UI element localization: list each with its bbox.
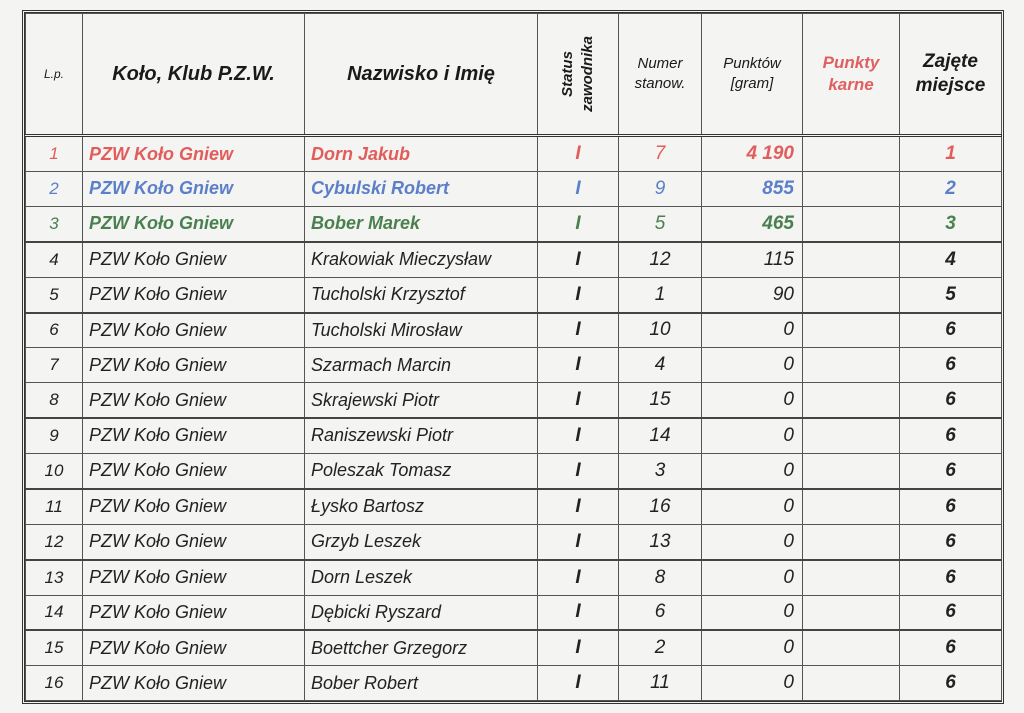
row-points: 0 xyxy=(702,595,803,630)
header-club: Koło, Klub P.Z.W. xyxy=(83,14,305,136)
table-row xyxy=(26,524,1002,559)
row-name: Bober Robert xyxy=(305,666,538,701)
header-points-line2: [gram] xyxy=(730,75,774,92)
header-points xyxy=(702,14,803,136)
row-status: I xyxy=(538,524,619,559)
row-place: 6 xyxy=(900,313,1002,348)
row-station: 16 xyxy=(619,489,702,524)
row-name: Poleszak Tomasz xyxy=(305,453,538,488)
row-points: 0 xyxy=(702,383,803,418)
row-points: 855 xyxy=(702,172,803,207)
row-name: Dębicki Ryszard xyxy=(305,595,538,630)
row-status: I xyxy=(538,595,619,630)
table-row xyxy=(26,277,1002,312)
header-row xyxy=(26,14,1002,136)
table-row xyxy=(26,666,1002,701)
row-place: 6 xyxy=(900,666,1002,701)
row-lp: 15 xyxy=(26,630,83,665)
row-status: I xyxy=(538,418,619,453)
row-place: 5 xyxy=(900,277,1002,312)
row-name: Skrajewski Piotr xyxy=(305,383,538,418)
header-place xyxy=(900,14,1002,136)
header-name: Nazwisko i Imię xyxy=(305,14,538,136)
row-place: 3 xyxy=(900,206,1002,241)
row-name: Dorn Jakub xyxy=(305,136,538,172)
results-sheet xyxy=(22,10,1004,704)
row-club: PZW Koło Gniew xyxy=(83,489,305,524)
row-penalty xyxy=(803,453,900,488)
row-points: 0 xyxy=(702,630,803,665)
row-status: I xyxy=(538,206,619,241)
row-lp: 6 xyxy=(26,313,83,348)
results-table xyxy=(25,13,1002,701)
table-row xyxy=(26,418,1002,453)
row-club: PZW Koło Gniew xyxy=(83,666,305,701)
row-lp: 14 xyxy=(26,595,83,630)
row-points: 0 xyxy=(702,489,803,524)
table-row xyxy=(26,630,1002,665)
table-row xyxy=(26,206,1002,241)
row-points: 0 xyxy=(702,348,803,383)
row-station: 4 xyxy=(619,348,702,383)
row-place: 6 xyxy=(900,524,1002,559)
row-club: PZW Koło Gniew xyxy=(83,242,305,277)
row-penalty xyxy=(803,666,900,701)
row-lp: 3 xyxy=(26,206,83,241)
row-place: 6 xyxy=(900,595,1002,630)
row-penalty xyxy=(803,524,900,559)
row-name: Cybulski Robert xyxy=(305,172,538,207)
row-place: 6 xyxy=(900,383,1002,418)
table-row xyxy=(26,453,1002,488)
row-penalty xyxy=(803,595,900,630)
row-station: 11 xyxy=(619,666,702,701)
row-status: I xyxy=(538,242,619,277)
row-name: Krakowiak Mieczysław xyxy=(305,242,538,277)
row-club: PZW Koło Gniew xyxy=(83,453,305,488)
row-club: PZW Koło Gniew xyxy=(83,172,305,207)
row-club: PZW Koło Gniew xyxy=(83,418,305,453)
row-penalty xyxy=(803,348,900,383)
row-club: PZW Koło Gniew xyxy=(83,560,305,595)
row-place: 6 xyxy=(900,418,1002,453)
header-place-line1: Zajęte xyxy=(923,51,978,72)
table-row xyxy=(26,242,1002,277)
header-points-line1: Punktów xyxy=(723,55,781,72)
header-status-line2: zawodnika xyxy=(578,36,596,112)
row-name: Szarmach Marcin xyxy=(305,348,538,383)
row-penalty xyxy=(803,277,900,312)
row-name: Grzyb Leszek xyxy=(305,524,538,559)
row-points: 90 xyxy=(702,277,803,312)
row-penalty xyxy=(803,489,900,524)
row-penalty xyxy=(803,630,900,665)
row-status: I xyxy=(538,277,619,312)
row-station: 6 xyxy=(619,595,702,630)
header-penalty xyxy=(803,14,900,136)
row-place: 6 xyxy=(900,453,1002,488)
row-club: PZW Koło Gniew xyxy=(83,630,305,665)
row-name: Łysko Bartosz xyxy=(305,489,538,524)
header-status-line1: Status xyxy=(558,51,576,97)
header-penalty-line2: karne xyxy=(828,75,874,94)
results-body xyxy=(26,136,1002,701)
row-station: 1 xyxy=(619,277,702,312)
row-status: I xyxy=(538,560,619,595)
row-penalty xyxy=(803,242,900,277)
table-row xyxy=(26,136,1002,172)
row-status: I xyxy=(538,348,619,383)
row-name: Boettcher Grzegorz xyxy=(305,630,538,665)
row-status: I xyxy=(538,453,619,488)
header-status xyxy=(538,14,619,136)
row-club: PZW Koło Gniew xyxy=(83,206,305,241)
row-place: 4 xyxy=(900,242,1002,277)
row-place: 2 xyxy=(900,172,1002,207)
row-lp: 8 xyxy=(26,383,83,418)
row-station: 7 xyxy=(619,136,702,172)
row-points: 0 xyxy=(702,313,803,348)
row-status: I xyxy=(538,383,619,418)
row-points: 0 xyxy=(702,418,803,453)
row-penalty xyxy=(803,418,900,453)
header-lp: L.p. xyxy=(26,14,83,136)
row-station: 2 xyxy=(619,630,702,665)
row-status: I xyxy=(538,489,619,524)
row-status: I xyxy=(538,136,619,172)
row-station: 15 xyxy=(619,383,702,418)
row-name: Bober Marek xyxy=(305,206,538,241)
row-station: 5 xyxy=(619,206,702,241)
row-lp: 13 xyxy=(26,560,83,595)
row-points: 4 190 xyxy=(702,136,803,172)
row-penalty xyxy=(803,383,900,418)
row-club: PZW Koło Gniew xyxy=(83,136,305,172)
row-station: 3 xyxy=(619,453,702,488)
row-points: 115 xyxy=(702,242,803,277)
row-points: 0 xyxy=(702,524,803,559)
row-points: 0 xyxy=(702,453,803,488)
table-row xyxy=(26,313,1002,348)
row-status: I xyxy=(538,630,619,665)
row-place: 6 xyxy=(900,560,1002,595)
row-station: 12 xyxy=(619,242,702,277)
row-club: PZW Koło Gniew xyxy=(83,348,305,383)
row-penalty xyxy=(803,172,900,207)
row-station: 9 xyxy=(619,172,702,207)
table-row xyxy=(26,489,1002,524)
row-place: 6 xyxy=(900,630,1002,665)
row-penalty xyxy=(803,206,900,241)
row-club: PZW Koło Gniew xyxy=(83,524,305,559)
table-row xyxy=(26,172,1002,207)
row-club: PZW Koło Gniew xyxy=(83,313,305,348)
row-status: I xyxy=(538,666,619,701)
row-status: I xyxy=(538,172,619,207)
row-name: Raniszewski Piotr xyxy=(305,418,538,453)
header-place-line2: miejsce xyxy=(915,75,986,96)
row-lp: 11 xyxy=(26,489,83,524)
row-points: 0 xyxy=(702,666,803,701)
row-club: PZW Koło Gniew xyxy=(83,595,305,630)
table-row xyxy=(26,560,1002,595)
row-penalty xyxy=(803,136,900,172)
row-lp: 10 xyxy=(26,453,83,488)
row-penalty xyxy=(803,560,900,595)
row-club: PZW Koło Gniew xyxy=(83,277,305,312)
row-station: 10 xyxy=(619,313,702,348)
row-place: 6 xyxy=(900,348,1002,383)
table-row xyxy=(26,383,1002,418)
row-station: 13 xyxy=(619,524,702,559)
header-station-line1: Numer xyxy=(637,55,683,72)
row-lp: 12 xyxy=(26,524,83,559)
row-place: 1 xyxy=(900,136,1002,172)
row-points: 465 xyxy=(702,206,803,241)
row-lp: 2 xyxy=(26,172,83,207)
header-station-line2: stanow. xyxy=(634,75,686,92)
table-row xyxy=(26,348,1002,383)
row-name: Tucholski Mirosław xyxy=(305,313,538,348)
row-lp: 1 xyxy=(26,136,83,172)
row-station: 14 xyxy=(619,418,702,453)
row-place: 6 xyxy=(900,489,1002,524)
header-penalty-line1: Punkty xyxy=(822,53,880,72)
row-name: Dorn Leszek xyxy=(305,560,538,595)
row-lp: 16 xyxy=(26,666,83,701)
header-station xyxy=(619,14,702,136)
row-station: 8 xyxy=(619,560,702,595)
row-status: I xyxy=(538,313,619,348)
row-points: 0 xyxy=(702,560,803,595)
row-lp: 9 xyxy=(26,418,83,453)
row-lp: 7 xyxy=(26,348,83,383)
row-name: Tucholski Krzysztof xyxy=(305,277,538,312)
row-penalty xyxy=(803,313,900,348)
table-row xyxy=(26,595,1002,630)
row-lp: 4 xyxy=(26,242,83,277)
row-lp: 5 xyxy=(26,277,83,312)
row-club: PZW Koło Gniew xyxy=(83,383,305,418)
